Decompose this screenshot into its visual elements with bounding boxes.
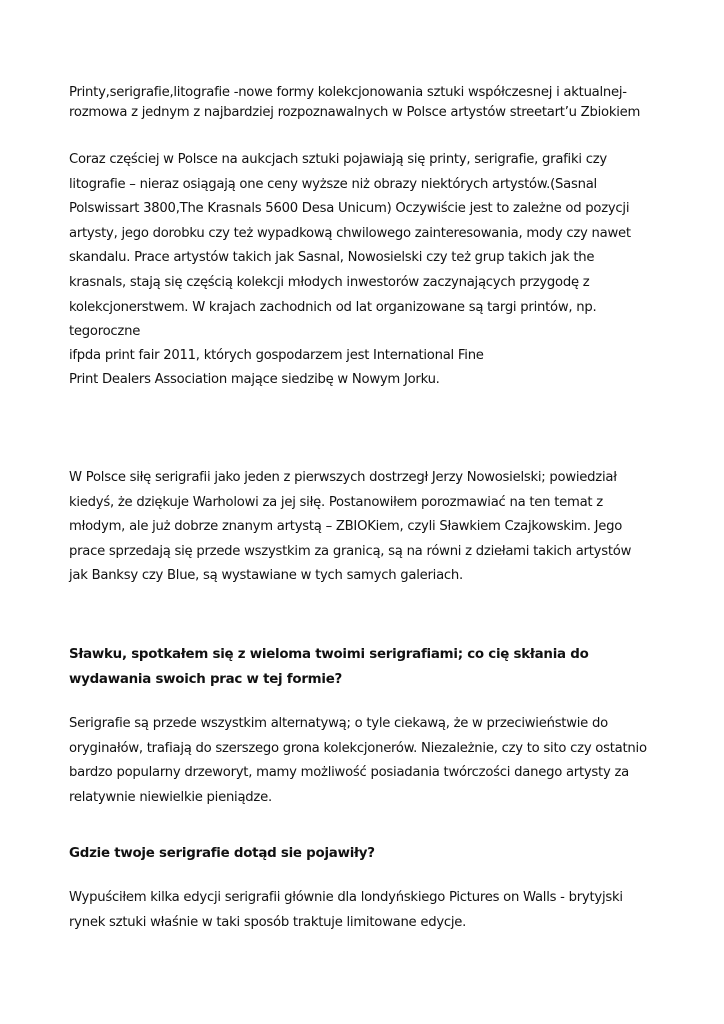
paragraph-line: jak Banksy czy Blue, są wystawiane w tych samych galeriach. — [69, 568, 463, 584]
interview-answer-2 — [69, 886, 709, 935]
paragraph-line: tegoroczne — [69, 324, 141, 340]
intro-paragraph — [69, 148, 709, 392]
paragraph-line: litografie – nieraz osiągają one ceny wyższe niż obrazy niektórych artystów.(Sasnal — [69, 176, 597, 192]
question-line: wydawania swoich prac w tej formie? — [69, 672, 343, 687]
paragraph-line: Print Dealers Association mające siedzibę w Nowym Jorku. — [69, 372, 440, 388]
answer-line: Wypuściłem kilka edycji serigrafii głównie dla londyńskiego Pictures on Walls - brytyjski — [69, 890, 623, 905]
question-line: Gdzie twoje serigrafie dotąd sie pojawiły? — [69, 846, 375, 861]
paragraph-line: prace sprzedają się przede wszystkim za granicą, są na równi z dziełami takich artystów — [69, 543, 632, 559]
paragraph-line: młodym, ale już dobrze znanym artystą – ZBIOKiem, czyli Sławkiem Czajkowskim. Jego — [69, 519, 623, 535]
paragraph-line: Polswissart 3800,The Krasnals 5600 Desa Unicum) Oczywiście jest to zależne od pozycji — [69, 201, 630, 217]
paragraph-line: W Polsce siłę serigrafii jako jeden z pierwszych dostrzegł Jerzy Nowosielski; powiedział — [69, 470, 617, 485]
answer-line: bardzo popularny drzeworyt, mamy możliwość posiadania twórczości danego artysty za — [69, 765, 629, 781]
context-paragraph — [69, 466, 709, 589]
answer-line: relatywnie niewielkie pieniądze. — [69, 789, 272, 805]
answer-line: rynek sztuki właśnie w taki sposób traktuje limitowane edycje. — [69, 914, 467, 930]
paragraph-line: artysty, jego dorobku czy też wypadkową chwilowego zainteresowania, mody czy nawet — [69, 225, 631, 241]
paragraph-line: krasnals, stają się częścią kolekcji młodych inwestorów zaczynających przygodę z — [69, 274, 590, 290]
question-line: Sławku, spotkałem się z wieloma twoimi serigrafiami; co cię skłania do — [69, 647, 589, 662]
title-line: rozmowa z jednym z najbardziej rozpoznawalnych w Polsce artystów streetart’u Zbiokiem — [69, 105, 641, 120]
paragraph-line: kiedyś, że dziękuje Warholowi za jej siłę. Postanowiłem porozmawiać na ten temat z — [69, 494, 603, 510]
answer-line: Serigrafie są przede wszystkim alternatywą; o tyle ciekawą, że w przeciwieństwie do — [69, 716, 608, 731]
interview-question-2 — [69, 841, 709, 866]
paragraph-line: ifpda print fair 2011, których gospodarzem jest International Fine — [69, 348, 484, 364]
paragraph-line: kolekcjonerstwem. W krajach zachodnich od lat organizowane są targi printów, np. — [69, 299, 597, 315]
paragraph-line: skandalu. Prace artystów takich jak Sasnal, Nowosielski czy też grup takich jak the — [69, 250, 595, 266]
answer-line: oryginałów, trafiają do szerszego grona kolekcjonerów. Niezależnie, czy to sito czy ostatnio — [69, 740, 647, 756]
document-title — [69, 83, 709, 123]
paragraph-line: Coraz częściej w Polsce na aukcjach sztuki pojawiają się printy, serigrafie, grafiki czy — [69, 152, 607, 167]
interview-answer-1 — [69, 712, 709, 810]
title-line: Printy,serigrafie,litografie -nowe formy kolekcjonowania sztuki współczesnej i aktualnej- — [69, 85, 627, 100]
interview-question-1 — [69, 642, 709, 692]
